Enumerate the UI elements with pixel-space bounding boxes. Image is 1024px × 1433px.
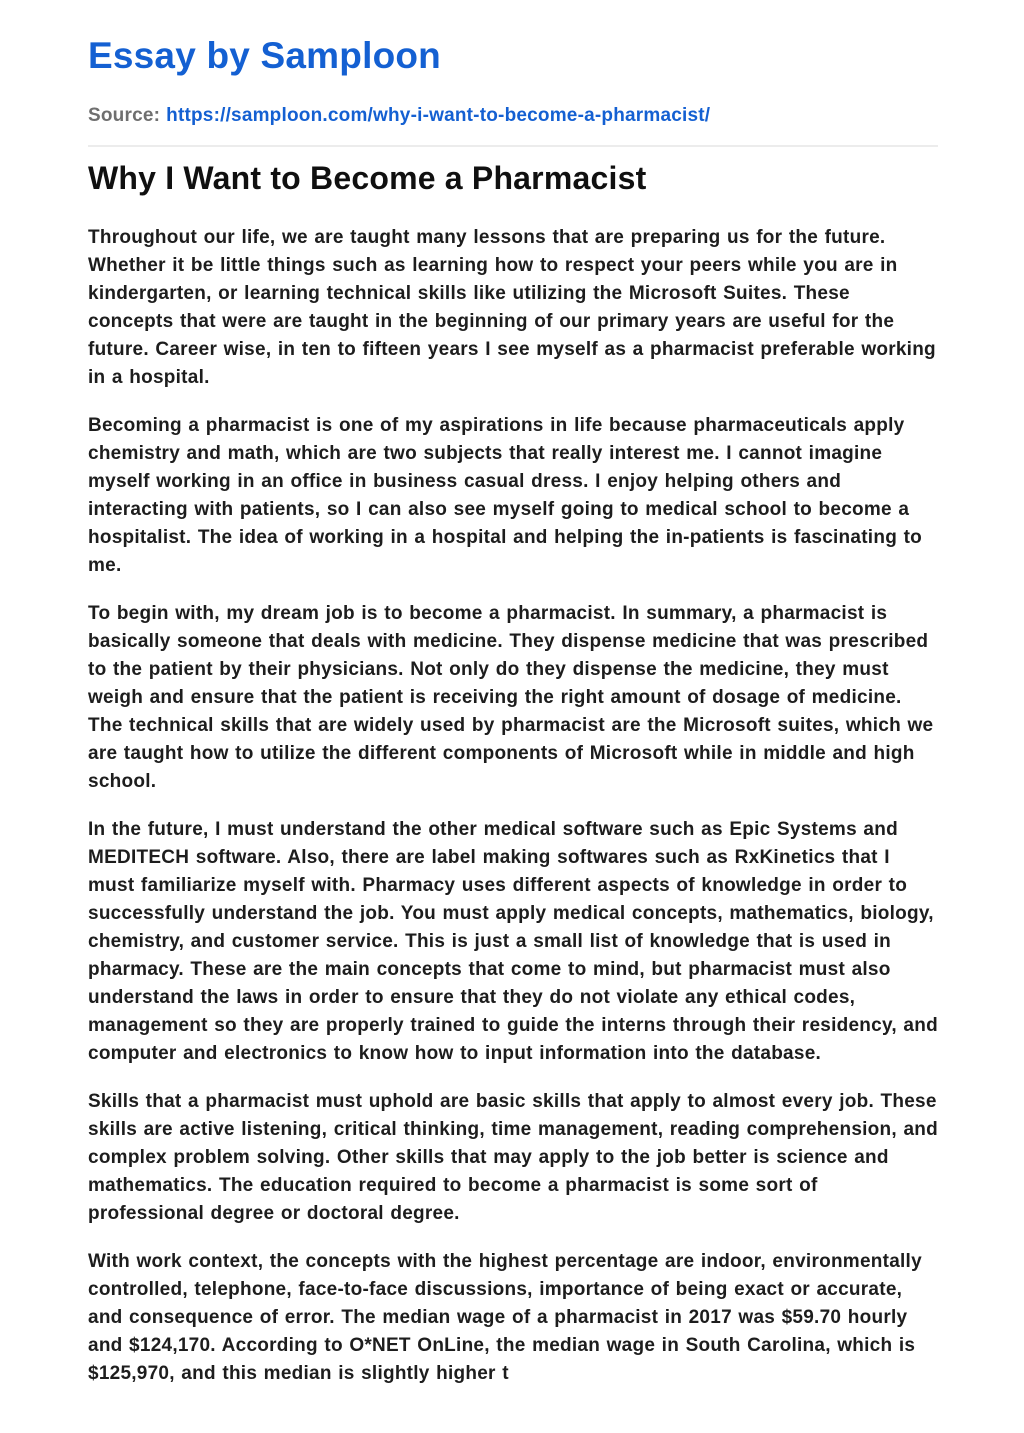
essay-paragraph: With work context, the concepts with the highest percentage are indoor, environmentally controlled, telephone, face-to-face discussions, importance of being exact or accurate, and consequence of error. The median wage of a pharmacist in 2017 was $59.70 hourly and $124,170. According to O*NET OnLine, the median wage in South Carolina, which is $125,970, and this median is slightly higher t	[88, 1250, 922, 1384]
essay-paragraph: In the future, I must understand the other medical software such as Epic Systems and MEDITECH software. Also, there are label making softwares such as RxKinetics that I must familiarize myself with. Pharmacy uses different aspects of knowledge in order to successfully understand the job. You must apply medical concepts, mathematics, biology, chemistry, and customer service. This is just a small list of knowledge that is used in pharmacy. These are the main concepts that come to mind, but pharmacist must also understand the laws in order to ensure that they do not violate any ethical codes, management so they are properly trained to guide the interns through their residency, and computer and electronics to know how to input information into the database.	[88, 818, 938, 1064]
essay-paragraph: To begin with, my dream job is to become a pharmacist. In summary, a pharmacist is basically someone that deals with medicine. They dispense medicine that was prescribed to the patient by their physicians. Not only do they dispense the medicine, they must weigh and ensure that the patient is receiving the right amount of dosage of medicine. The technical skills that are widely used by pharmacist are the Microsoft suites, which we are taught how to utilize the different components of Microsoft while in middle and high school.	[88, 602, 934, 792]
essay-paragraph: Becoming a pharmacist is one of my aspirations in life because pharmaceuticals apply chemistry and math, which are two subjects that really interest me. I cannot imagine myself working in an office in business casual dress. I enjoy helping others and interacting with patients, so I can also see myself going to medical school to become a hospitalist. The idea of working in a hospital and helping the in-patients is fascinating to me.	[88, 414, 923, 576]
site-title: Essay by Samploon	[88, 35, 441, 76]
divider	[88, 145, 938, 147]
source-label: Source:	[88, 105, 161, 127]
source-row	[88, 104, 938, 128]
essay-paragraph: Skills that a pharmacist must uphold are basic skills that apply to almost every job. These skills are active listening, critical thinking, time management, reading comprehension, and complex problem solving. Other skills that may apply to the job better is science and mathematics. The education required to become a pharmacist is some sort of professional degree or doctoral degree.	[88, 1090, 938, 1224]
source-url-link[interactable]: https://samploon.com/why-i-want-to-become-a-pharmacist/	[166, 105, 711, 127]
essay-paragraph: Throughout our life, we are taught many lessons that are preparing us for the future. Whether it be little things such as learning how to respect your peers while you are in kindergarten, or learning technical skills like utilizing the Microsoft Suites. These concepts that were are taught in the beginning of our primary years are useful for the future. Career wise, in ten to fifteen years I see myself as a pharmacist preferable working in a hospital.	[88, 226, 936, 388]
essay-title: Why I Want to Become a Pharmacist	[88, 160, 647, 197]
